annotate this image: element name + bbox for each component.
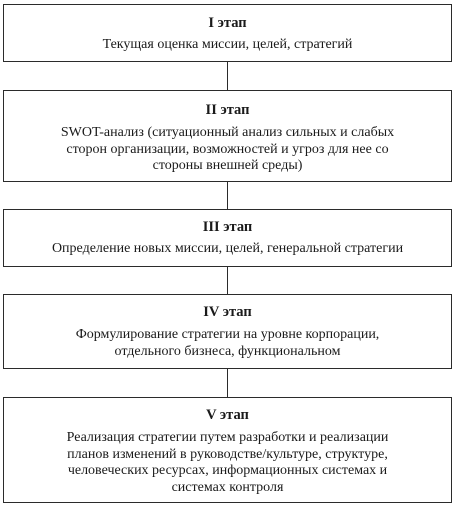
stage-5-text-line-3: человеческих ресурсах, информационных системах и [67,463,388,478]
stage-2-text-line-3: стороны внешней среды) [152,158,303,173]
connector-3-4 [227,267,228,294]
stage-5-box [3,397,452,503]
connector-1-2 [227,62,228,90]
stage-3-title: III этап [202,219,253,235]
stage-5-text-line-1: Реализация стратегии путем разработки и реализации [66,430,389,445]
stage-2-box [3,90,452,182]
stage-5-title: V этап [206,407,249,423]
connector-2-3 [227,182,228,209]
stage-3-text-line-1: Определение новых миссии, целей, генеральной стратегии [51,241,404,256]
stage-5-text-line-4: системах контроля [171,479,284,495]
stage-1-box [3,4,452,62]
stage-4-text-line-2: отдельного бизнеса, функциональном [114,343,341,359]
stage-1-title: I этап [208,15,247,31]
stage-4-text-line-1: Формулирование стратегии на уровне корпорации, [75,327,380,342]
stage-4-title: IV этап [203,304,252,320]
connector-4-5 [227,369,228,397]
stage-4-box [3,294,452,369]
stage-3-box [3,209,452,267]
stage-5-text-line-2: планов изменений в руководстве/культуре, структуре, [67,446,388,462]
stage-2-title: II этап [205,102,250,118]
stage-2-text-line-2: сторон организации, возможностей и угроз для нее со [66,141,389,157]
stage-2-text-line-1: SWOT-анализ (ситуационный анализ сильных и слабых [60,125,395,140]
stage-1-text-line-1: Текущая оценка миссии, целей, стратегий [102,37,353,52]
